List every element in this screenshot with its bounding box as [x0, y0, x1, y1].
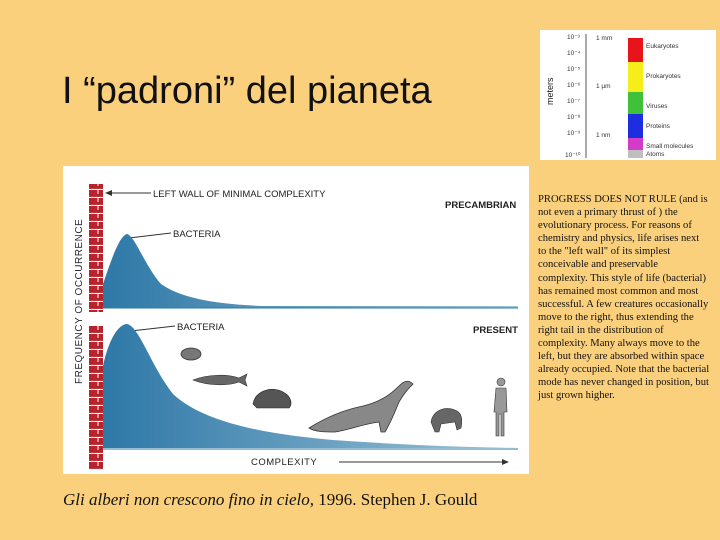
left-wall-upper: [89, 184, 103, 312]
band-proteins: [628, 114, 643, 138]
scale-exponent: 10⁻⁶: [567, 82, 581, 89]
scale-mark: 1 µm: [596, 83, 611, 90]
dinosaur-icon: [309, 381, 413, 432]
scale-exponent: 10⁻¹⁰: [565, 152, 581, 159]
jellyfish-icon: [181, 348, 201, 360]
caption: [63, 490, 477, 510]
scale-category: Prokaryotes: [646, 73, 681, 80]
scale-category: Proteins: [646, 123, 670, 130]
left-wall-label: LEFT WALL OF MINIMAL COMPLEXITY: [153, 189, 326, 200]
scale-exponent: 10⁻⁸: [567, 114, 581, 121]
scale-exponent: 10⁻³: [567, 34, 580, 41]
band-atoms: [628, 150, 643, 158]
y-axis-label: FREQUENCY OF OCCURRENCE: [74, 218, 85, 384]
bacteria-pointer-bottom: [131, 326, 175, 331]
scale-exponent: 10⁻⁴: [567, 50, 581, 57]
present-curve: [103, 324, 518, 448]
caption-book-title: Gli alberi non crescono fino in cielo: [63, 490, 310, 509]
x-axis-label: COMPLEXITY: [251, 457, 318, 468]
turtle-icon: [253, 389, 291, 408]
scale-mark: 1 nm: [596, 132, 611, 139]
complexity-figure: [63, 166, 529, 474]
bacteria-pointer-top: [129, 233, 171, 238]
scale-exponent: 10⁻⁵: [567, 66, 581, 73]
human-icon: [494, 378, 507, 436]
left-wall-lower: [89, 326, 103, 470]
fish-icon: [193, 374, 247, 386]
slide-title: I “padroni” del pianeta: [62, 70, 432, 112]
scale-category: Small molecules: [646, 143, 694, 150]
precambrian-label: PRECAMBRIAN: [445, 200, 517, 211]
band-prokaryotes: [628, 62, 643, 92]
scale-category: Viruses: [646, 103, 668, 110]
precambrian-curve: [103, 234, 518, 308]
monkey-icon: [431, 409, 462, 433]
scale-exponent: 10⁻⁹: [567, 130, 581, 137]
side-text: PROGRESS DOES NOT RULE (and is not even a primary thrust of ) the evolutionary process. For reasons of chemistry and physics, life arises next to the "left wall" of its simplest conceivable and preservable complexity. This style of life (bacterial) has remained most common and most successful. A few creatures occasionally move to the right, thus extending the right tail in the distribution of complexity. Many always move to the left, but they are absorbed within space already occupied. Note that the bacterial mode has never changed in position, but just grown higher.: [538, 194, 710, 402]
size-scale-chart: [540, 30, 716, 160]
band-viruses: [628, 92, 643, 114]
bacteria-label-bottom: BACTERIA: [177, 322, 225, 333]
scale-category: Atoms: [646, 151, 665, 158]
left-wall-arrowhead: [105, 190, 112, 196]
band-small-molecules: [628, 138, 643, 150]
scale-category: Eukaryotes: [646, 43, 679, 50]
x-axis-arrowhead: [502, 459, 509, 465]
bacteria-label-top: BACTERIA: [173, 229, 221, 240]
scale-exponent: 10⁻⁷: [567, 98, 581, 105]
present-label: PRESENT: [473, 325, 518, 336]
caption-author: , 1996. Stephen J. Gould: [309, 490, 478, 509]
band-eukaryotes: [628, 38, 643, 62]
scale-mark: 1 mm: [596, 35, 613, 42]
scale-axis-label: meters: [545, 77, 555, 105]
